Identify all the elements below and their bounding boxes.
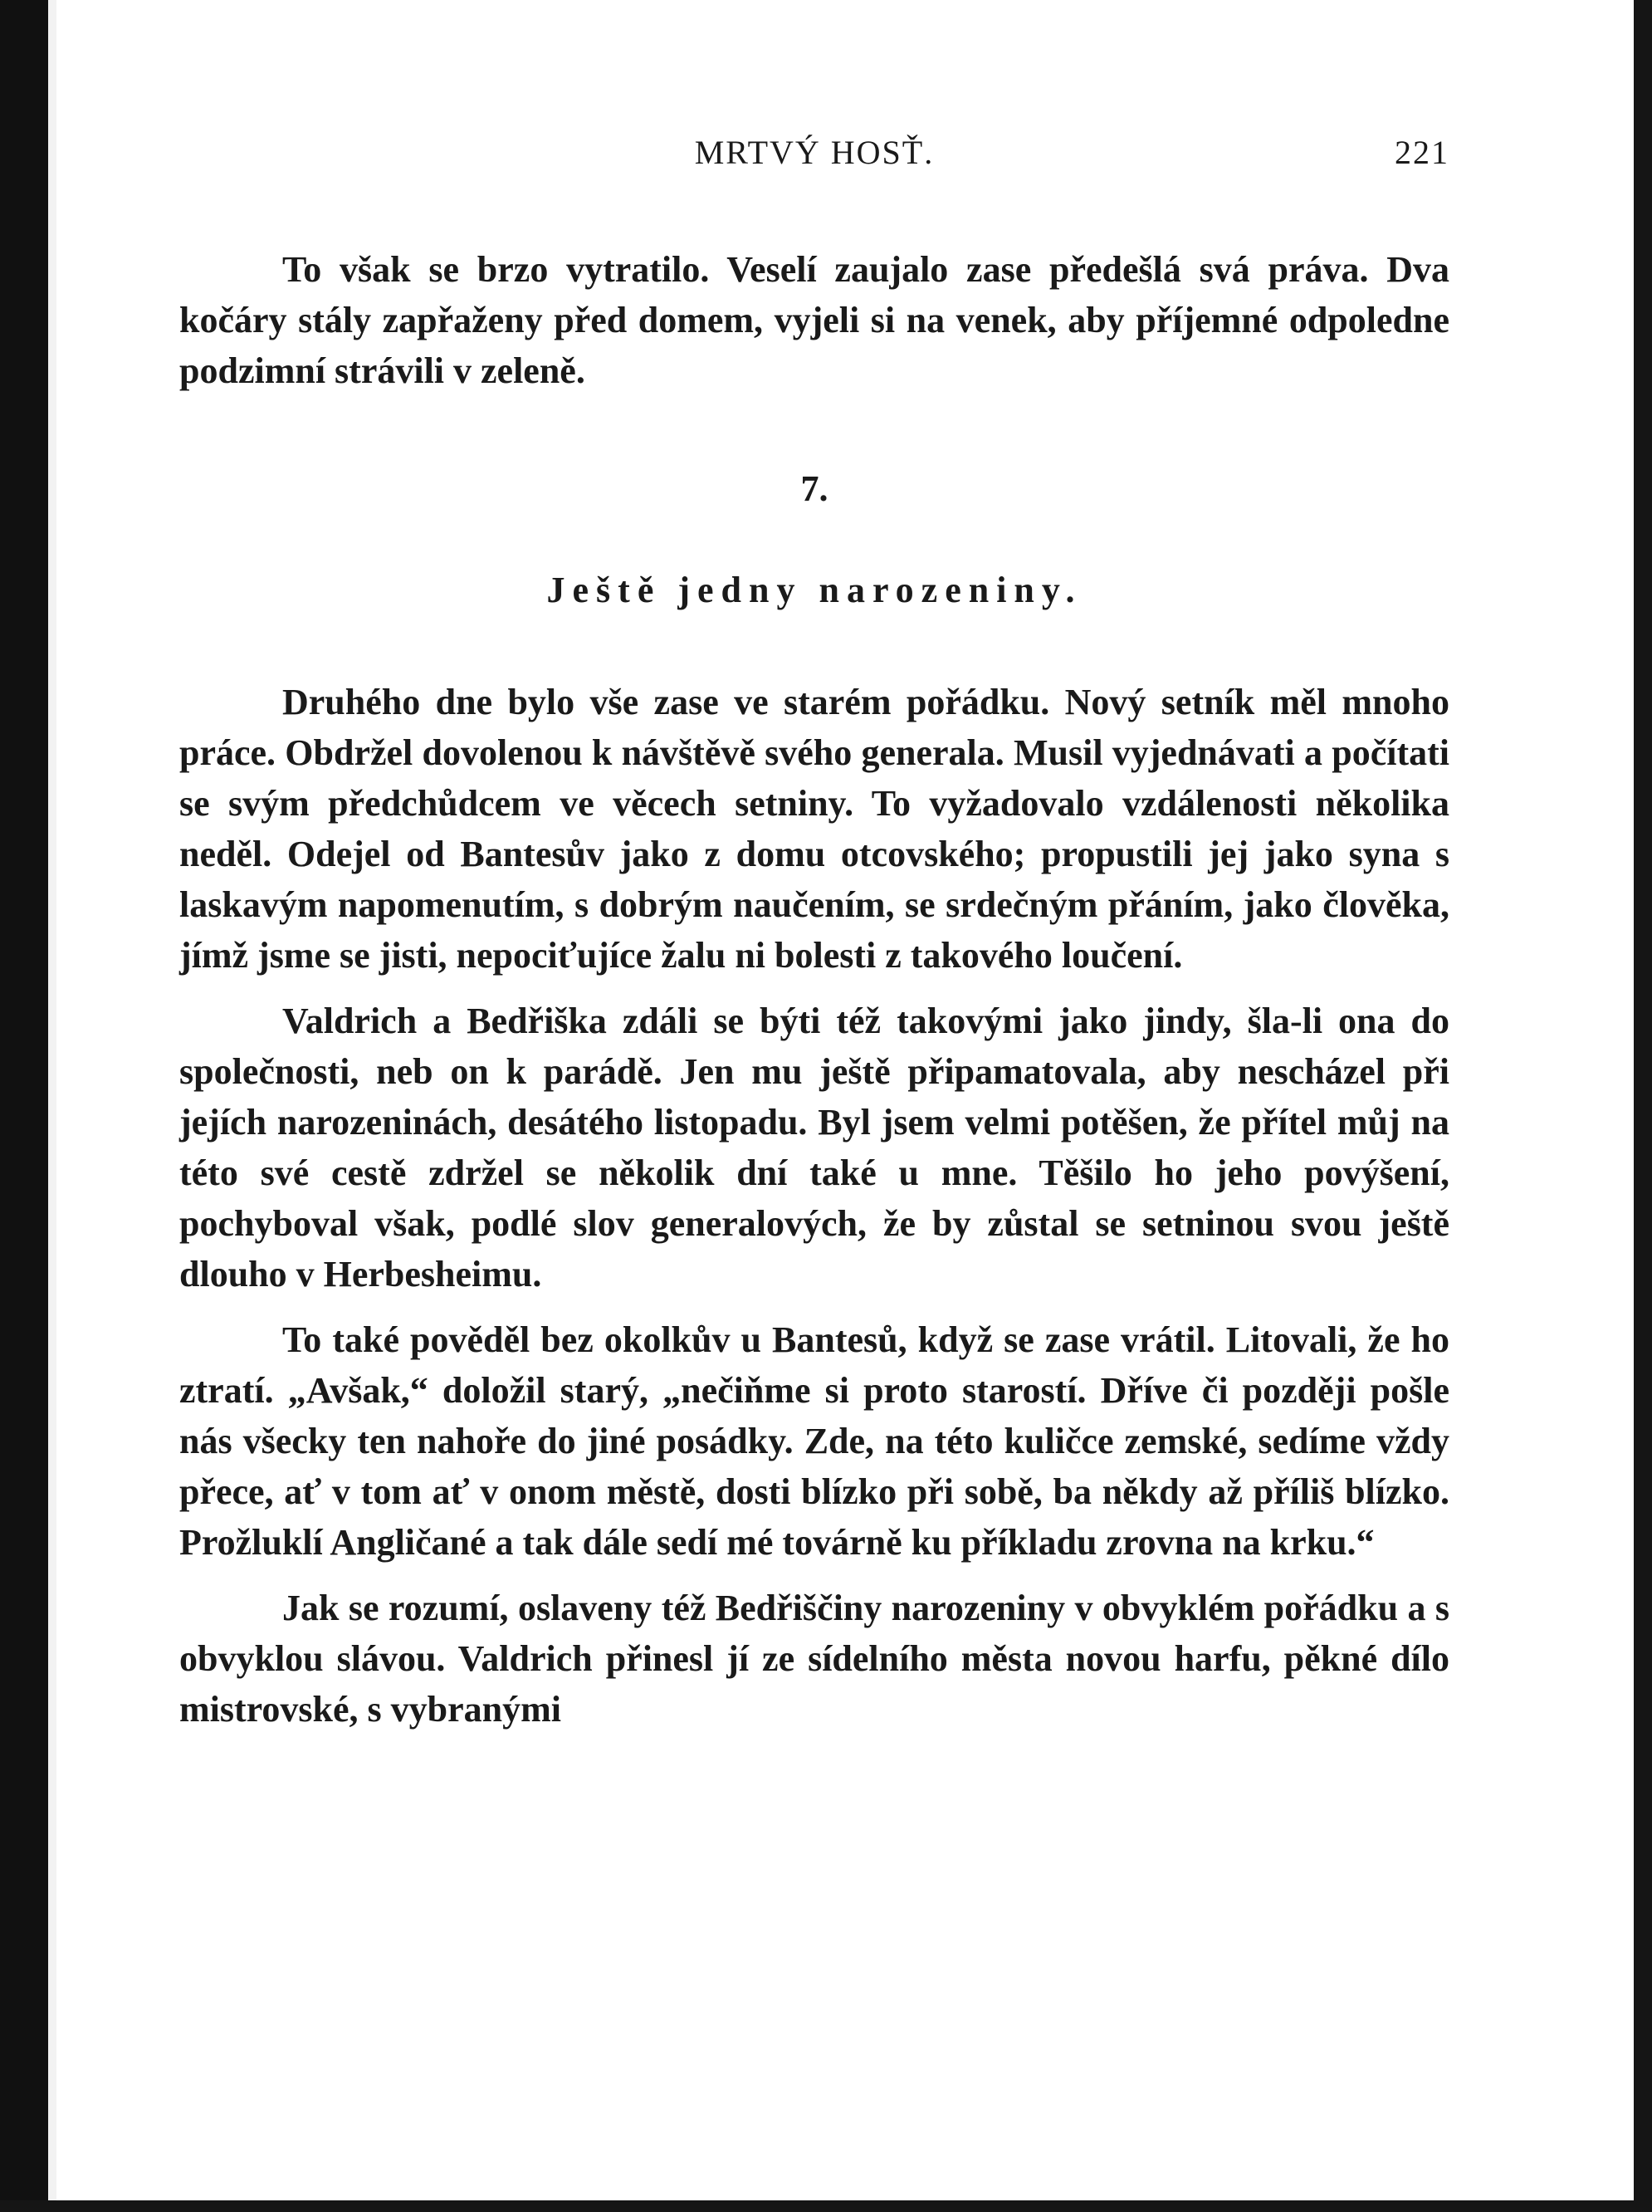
scan-border-left-inner [48,0,56,2212]
paragraph: Valdrich a Bedřiška zdáli se býti též takovými jako jindy, šla-li ona do společnosti, neb on k parádě. Jen mu ještě připamatovala, aby nescházel při jejích narozeninách, desátého listopadu. Byl jsem velmi potěšen, že přítel můj na této své cestě zdržel se několik dní také u mne. Těšilo ho jeho povýšení, pochyboval však, podlé slov generalových, že by zůstal se setninou svou ještě dlouho v Herbesheimu. [179,1001,1449,1294]
book-page [179,133,1449,1735]
paragraph: To také pověděl bez okolkův u Bantesů, když se zase vrátil. Litovali, že ho ztratí. „Avšak,“ doložil starý, „nečiňme si proto starostí. Dříve či později pošle nás všecky ten nahoře do jiné posádky. Zde, na této kuličce zemské, sedíme vždy přece, ať v tom ať v onom městě, dosti blízko při sobě, ba někdy až příliš blízko. Prožluklí Angličané a tak dále sedí mé továrně ku příkladu zrovna na krku.“ [179,1319,1449,1563]
intro-paragraph: To však se brzo vytratilo. Veselí zaujalo zase předešlá svá práva. Dva kočáry stály zapřaženy před domem, vyjeli si na venek, aby příjemné odpoledne podzimní strávili v zeleně. [179,249,1449,391]
running-title: MRTVÝ HOSŤ. [694,134,935,171]
scan-border-left [0,0,48,2212]
scan-border-bottom [0,2200,1652,2212]
paragraph: Druhého dne bylo vše zase ve starém pořádku. Nový setník měl mnoho práce. Obdržel dovolenou k návštěvě svého generala. Musil vyjednávati a počítati se svým předchůdcem ve věcech setniny. To vyžadovalo vzdálenosti několika neděl. Odejel od Bantesův jako z domu otcovského; propustili jej jako syna s laskavým napomenutím, s dobrým naučením, se srdečným přáním, jako člověka, jímž jsme se jisti, nepociťujíce žalu ni bolesti z takového loučení. [179,682,1449,976]
chapter-body [179,677,1449,1735]
chapter-number: 7. [800,468,828,509]
scan-border-right [1634,0,1652,2212]
page-number: 221 [1395,134,1449,171]
chapter-title: Ještě jedny narozeniny. [546,570,1083,610]
running-head [179,133,1449,183]
paragraph: Jak se rozumí, oslaveny též Bedřiščiny narozeniny v obvyklém pořádku a s obvyklou slávou. Valdrich přinesl jí ze sídelního města novou harfu, pěkné dílo mistrovské, s vybranými [179,1588,1449,1730]
